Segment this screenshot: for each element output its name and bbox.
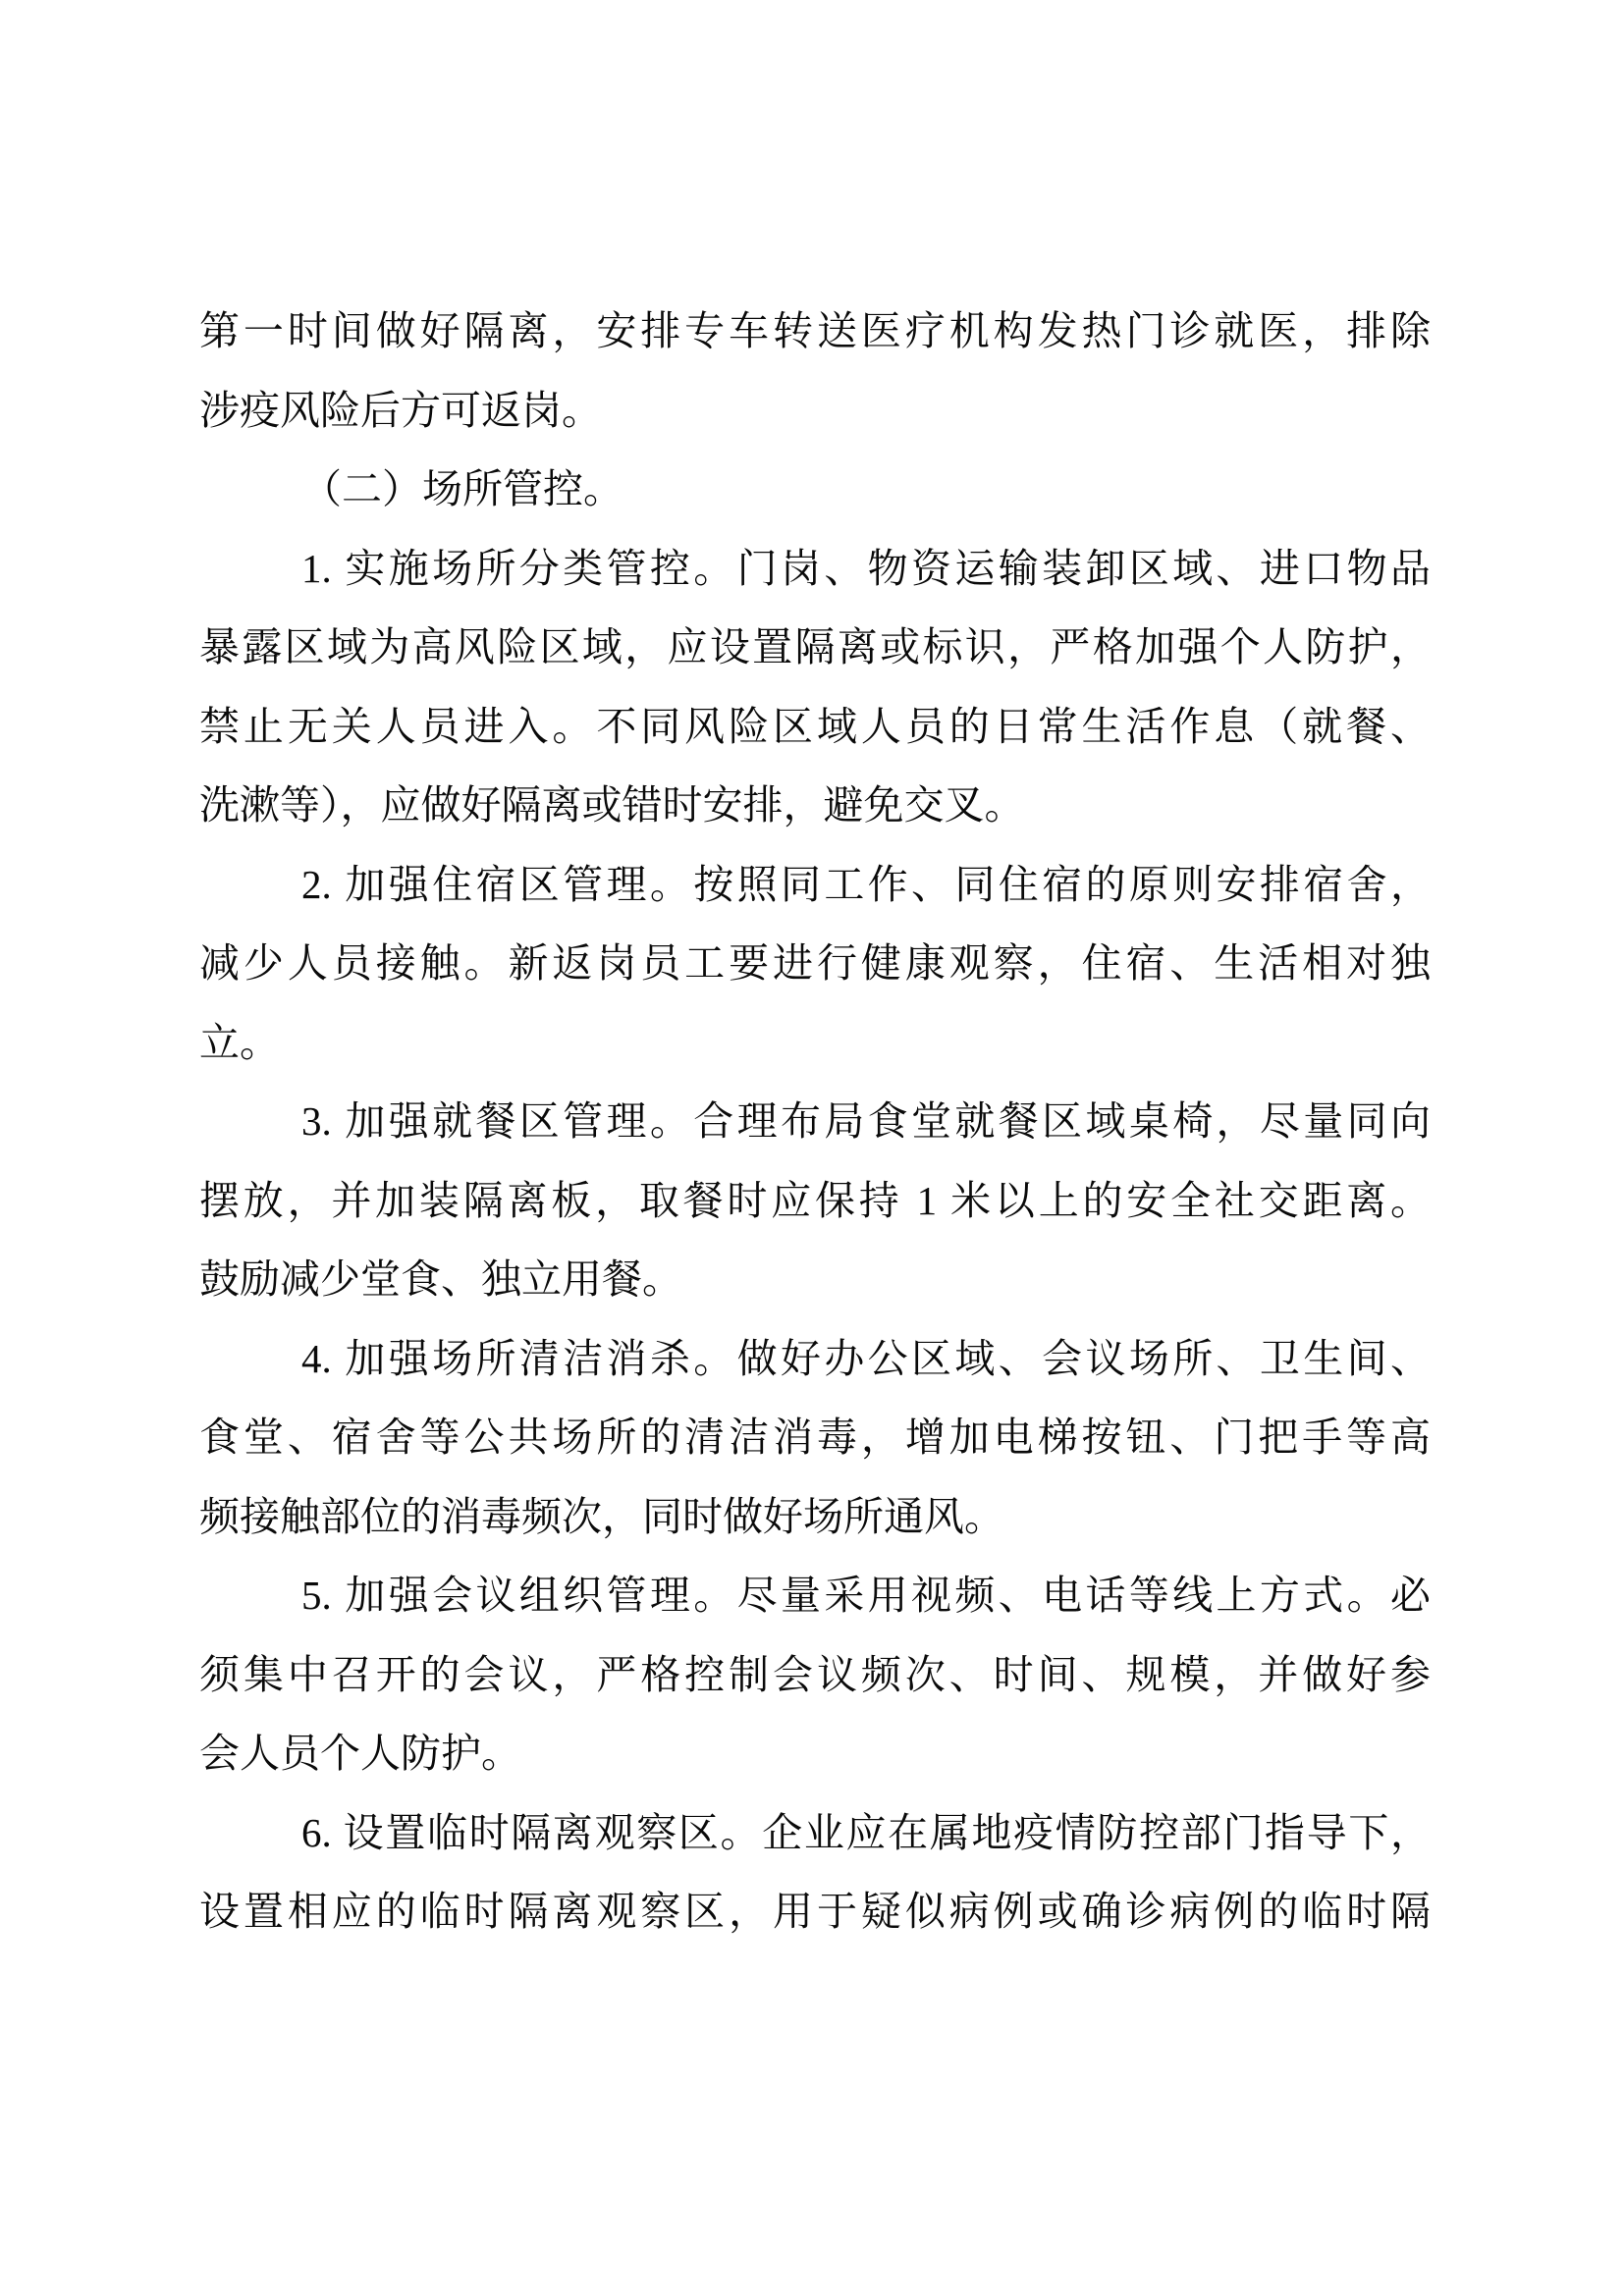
text-line: 4. 加强场所清洁消杀。做好办公区域、会议场所、卫生间、 — [301, 1335, 1431, 1381]
text-line: 涉疫风险后方可返岗。 — [199, 387, 602, 433]
text-line: 频接触部位的消毒频次，同时做好场所通风。 — [199, 1493, 1004, 1539]
text-line: 减少人员接触。新返岗员工要进行健康观察，住宿、生活相对独 — [199, 940, 1431, 986]
section-heading-line: （二）场所管控。 — [301, 466, 623, 511]
text-line: 暴露区域为高风险区域，应设置隔离或标识，严格加强个人防护， — [199, 624, 1431, 669]
text-line: 2. 加强住宿区管理。按照同工作、同住宿的原则安排宿舍， — [301, 861, 1431, 907]
text-line: 会人员个人防护。 — [199, 1731, 521, 1776]
text-line: 3. 加强就餐区管理。合理布局食堂就餐区域桌椅，尽量同向 — [301, 1098, 1431, 1144]
text-line: 设置相应的临时隔离观察区，用于疑似病例或确诊病例的临时隔 — [199, 1889, 1431, 1934]
text-line: 摆放，并加装隔离板，取餐时应保持 1 米以上的安全社交距离。 — [199, 1177, 1431, 1223]
text-line: 1. 实施场所分类管控。门岗、物资运输装卸区域、进口物品 — [301, 545, 1431, 591]
text-line: 6. 设置临时隔离观察区。企业应在属地疫情防控部门指导下， — [301, 1809, 1431, 1855]
text-line: 第一时间做好隔离，安排专车转送医疗机构发热门诊就医，排除 — [199, 308, 1431, 353]
text-line: 食堂、宿舍等公共场所的清洁消毒，增加电梯按钮、门把手等高 — [199, 1415, 1431, 1460]
text-line: 洗漱等），应做好隔离或错时安排，避免交叉。 — [199, 782, 1025, 828]
text-line: 鼓励减少堂食、独立用餐。 — [199, 1256, 682, 1302]
text-line: 立。 — [199, 1019, 280, 1065]
text-line: 禁止无关人员进入。不同风险区域人员的日常生活作息（就餐、 — [199, 703, 1431, 749]
document-text-block — [199, 292, 1431, 1951]
text-line: 5. 加强会议组织管理。尽量采用视频、电话等线上方式。必 — [301, 1573, 1431, 1618]
text-line: 须集中召开的会议，严格控制会议频次、时间、规模，并做好参 — [199, 1651, 1431, 1697]
